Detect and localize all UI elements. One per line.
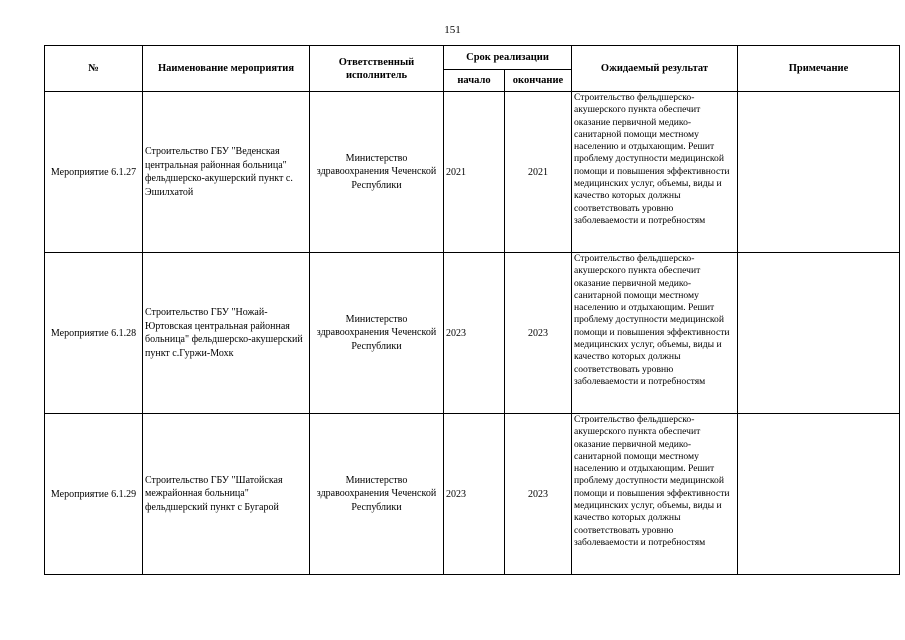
row-number: Мероприятие 6.1.29 [45,414,143,575]
column-header-result: Ожидаемый результат [572,46,738,92]
row-note [738,92,900,253]
column-header-executor: Ответственный исполнитель [310,46,444,92]
row-start: 2023 [444,414,505,575]
row-name: Строительство ГБУ "Шатойская межрайонная больница" фельдшерский пункт с Бугарой [143,414,310,575]
table-row [45,253,900,414]
column-header-num: № [45,46,143,92]
row-result-cell [572,253,738,414]
table-row [45,414,900,575]
row-executor: Министерство здравоохранения Чеченской Республики [310,92,444,253]
row-executor: Министерство здравоохранения Чеченской Республики [310,253,444,414]
table-header [45,46,900,92]
page-number: 151 [444,24,461,36]
column-header-name: Наименование мероприятия [143,46,310,92]
row-end: 2021 [505,92,572,253]
row-number: Мероприятие 6.1.28 [45,253,143,414]
row-name: Строительство ГБУ "Веденская центральная районная больница" фельдшерско-акушерский пункт с. Эшилхатой [143,92,310,253]
table-row [45,92,900,253]
row-number: Мероприятие 6.1.27 [45,92,143,253]
activities-table [44,45,900,575]
column-header-note: Примечание [738,46,900,92]
row-result-cell [572,414,738,575]
column-header-start: начало [444,70,505,92]
column-header-end: окончание [505,70,572,92]
column-header-period: Срок реализации [444,46,572,70]
row-result: Строительство фельдшерско-акушерского пункта обеспечит оказание первичной медико-санитарной помощи местному населению и отдыхающим. Решит проблему доступности медицинской помощи и повышения эффективности медицинских услуг, объемы, виды и качество которых должны соответствовать уровню заболеваемости и потребностям [574,253,730,387]
row-end: 2023 [505,253,572,414]
row-start: 2021 [444,92,505,253]
row-result: Строительство фельдшерско-акушерского пункта обеспечит оказание первичной медико-санитарной помощи местному населению и отдыхающим. Решит проблему доступности медицинской помощи и повышения эффективности медицинских услуг, объемы, виды и качество которых должны соответствовать уровню заболеваемости и потребностям [574,414,730,548]
row-result: Строительство фельдшерско-акушерского пункта обеспечит оказание первичной медико-санитарной помощи местному населению и отдыхающим. Решит проблему доступности медицинской помощи и повышения эффективности медицинских услуг, объемы, виды и качество которых должны соответствовать уровню заболеваемости и потребностям [574,92,730,226]
row-end: 2023 [505,414,572,575]
row-start: 2023 [444,253,505,414]
row-name: Строительство ГБУ "Ножай-Юртовская центральная районная больница" фельдшерско-акушерский пункт с.Гуржи-Мохк [143,253,310,414]
row-note [738,253,900,414]
row-executor: Министерство здравоохранения Чеченской Республики [310,414,444,575]
row-result-cell [572,92,738,253]
row-note [738,414,900,575]
